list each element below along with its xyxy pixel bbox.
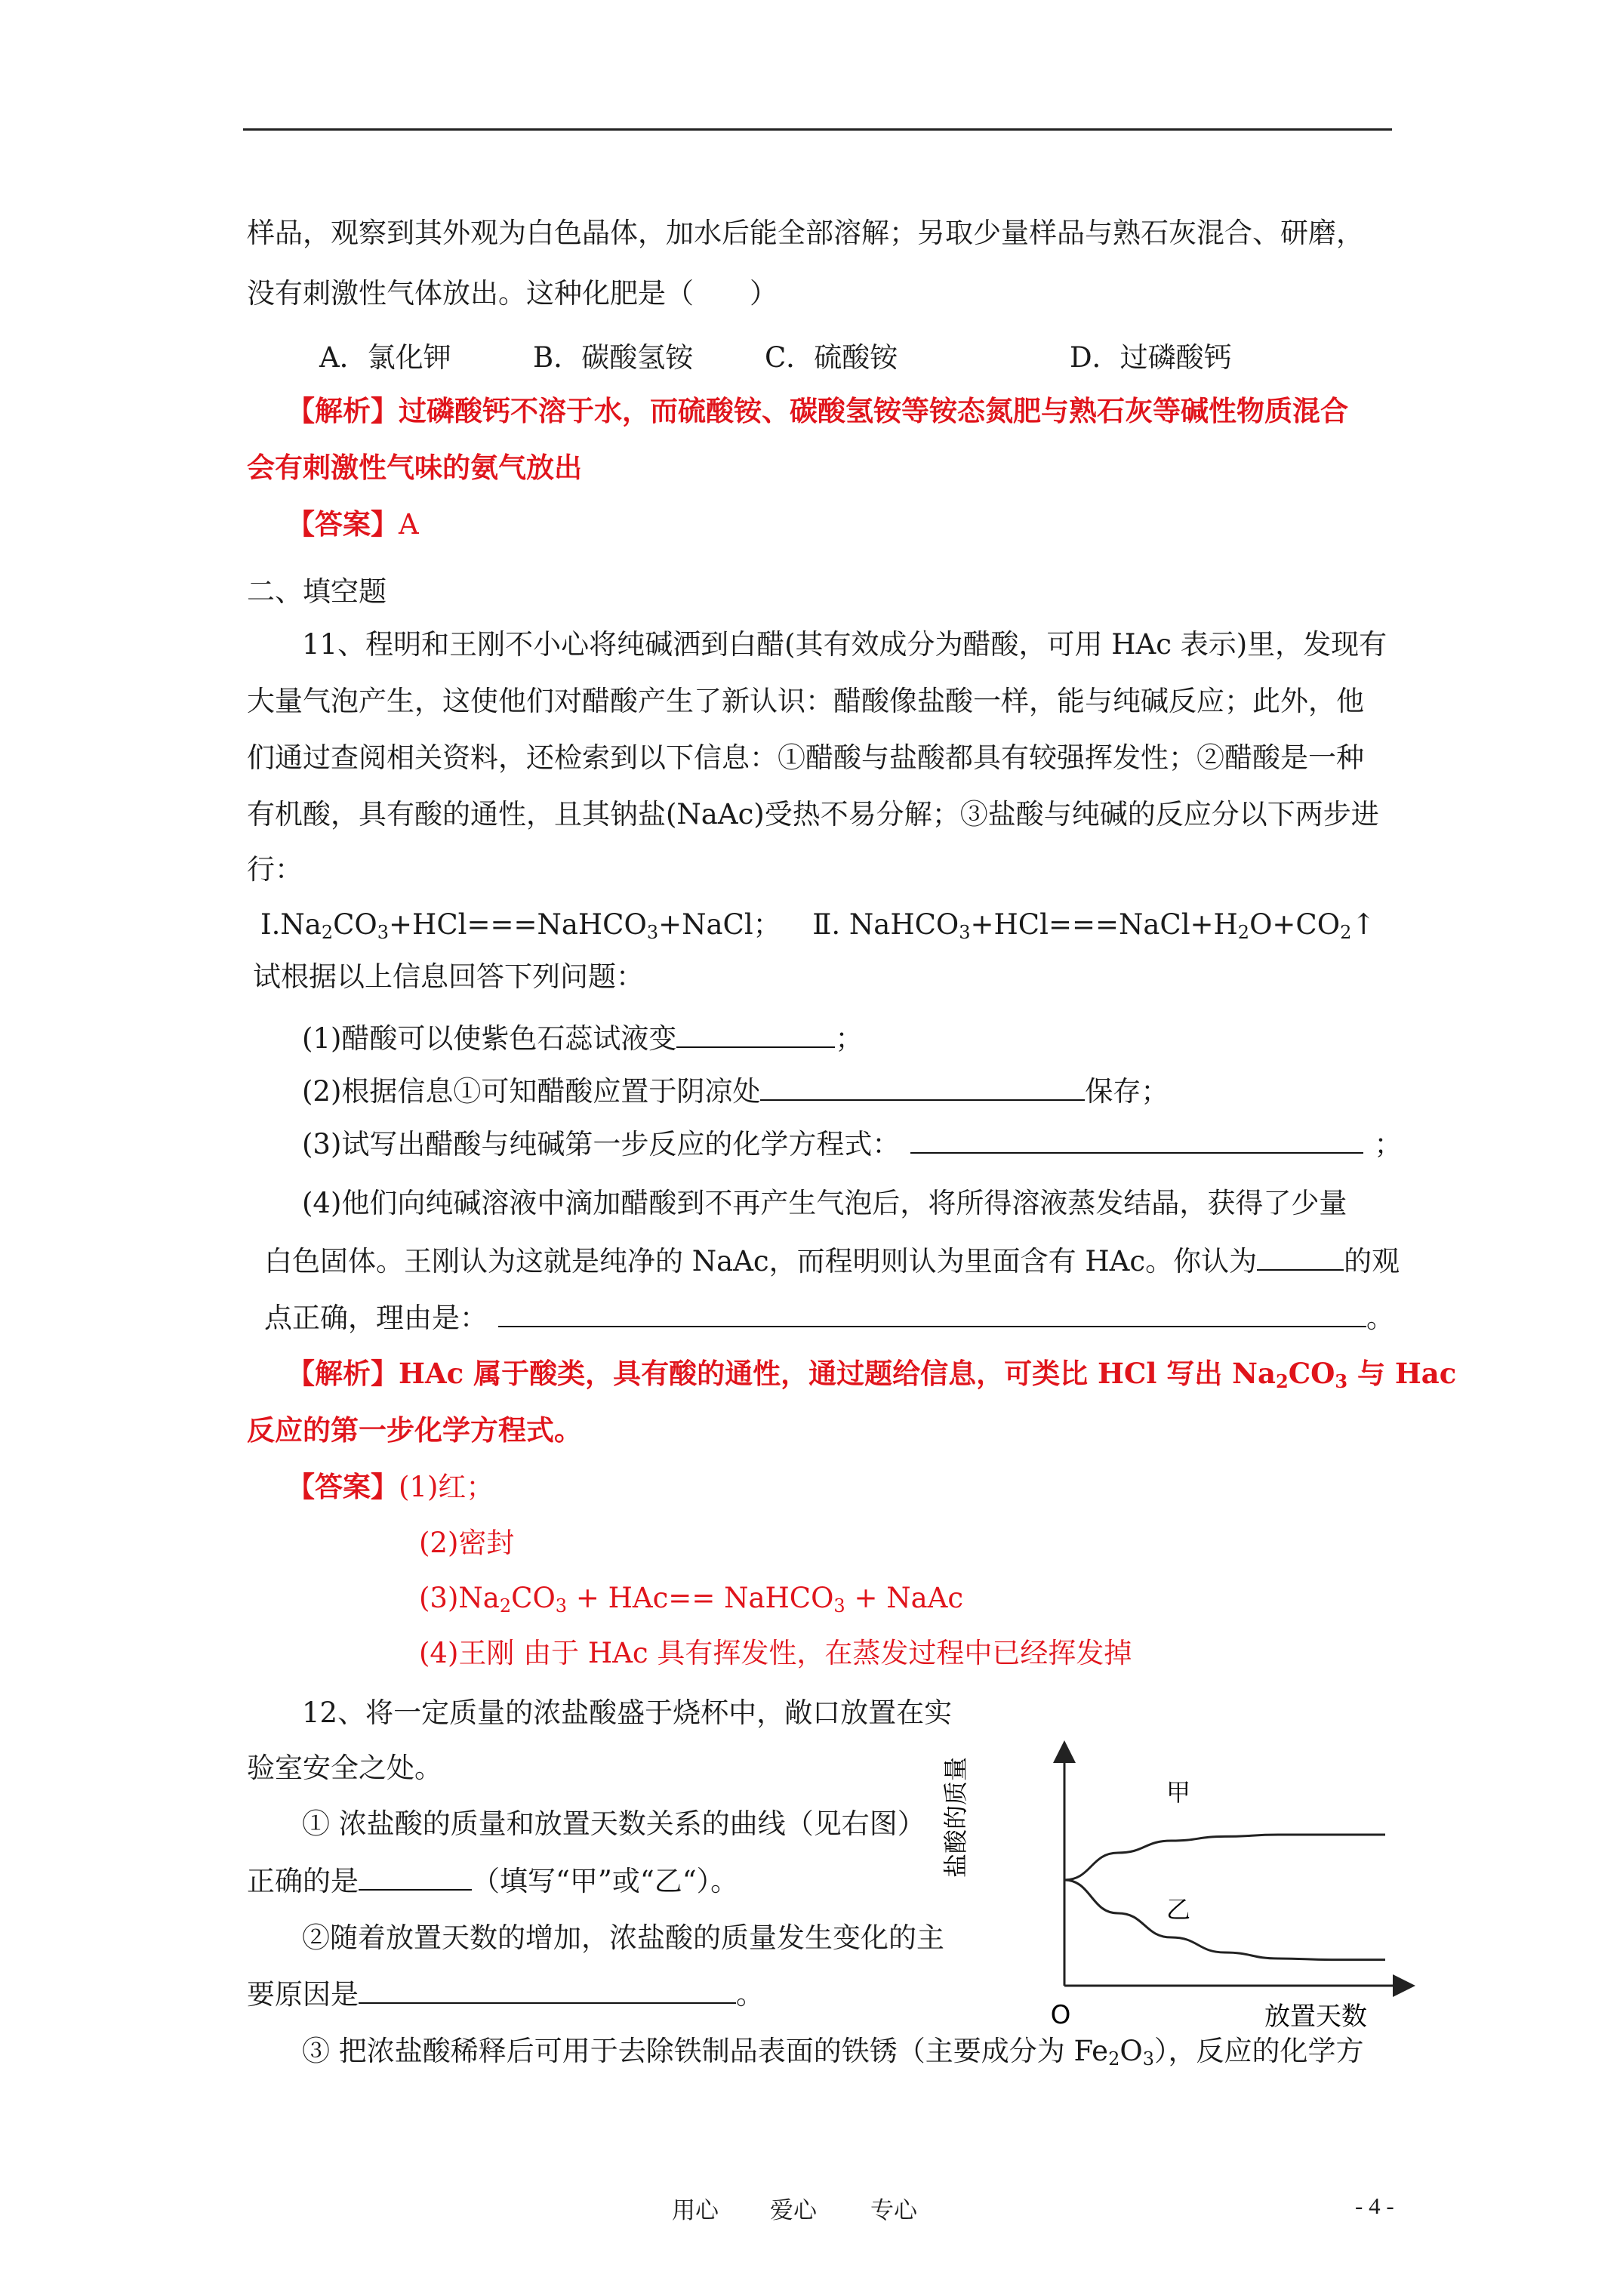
q12-sub3-line1	[302, 2033, 1363, 2069]
q10-line2: 没有刺激性气体放出。这种化肥是（ ）	[247, 277, 778, 310]
sub3-text-b: O	[1119, 2035, 1143, 2067]
curve-jia-label: 甲	[1166, 1778, 1191, 1807]
q10-analysis-line2: 会有刺激性气味的氨气放出	[247, 451, 582, 484]
q12-sub1-line1: ① 浓盐酸的质量和放置天数关系的曲线（见右图）	[302, 1808, 925, 1840]
sub1-text-end: （填写“甲”或“乙“）。	[472, 1865, 739, 1897]
q11-answer-3: $(3)Na_2CO_3 + HAc==$ NaHCO$_3$ + NaAc	[419, 1582, 964, 1616]
q11-answer-4: (4)王刚 由于 HAc 具有挥发性，在蒸发过程中已经挥发掉	[419, 1637, 1132, 1669]
q11-line1: 11、程明和王刚不小心将纯碱洒到白醋(其有效成分为醋酸，可用 HAc 表示)里，发现有	[302, 628, 1387, 661]
section-title: 二、填空题	[247, 575, 387, 608]
sub3-subscript: 2	[1108, 2048, 1120, 2069]
equation-1: $Ⅰ.Na_2CO_3+HCl===NaHCO_3+NaCl$；	[260, 908, 781, 943]
q10-option-a: A．氯化钾	[319, 341, 451, 374]
gas-arrow-icon: ↑	[1351, 908, 1376, 941]
sub4-text-end: 的观	[1344, 1245, 1400, 1277]
q11-equations	[260, 906, 1375, 943]
sub3-text-a: ③ 把浓盐酸稀释后可用于去除铁制品表面的铁锈（主要成分为 Fe	[302, 2035, 1109, 2067]
analysis-tag: 【解析】	[287, 394, 399, 427]
analysis-text: 过磷酸钙不溶于水，而硫酸铵、碳酸氢铵等铵态氮肥与熟石灰等碱性物质混合	[399, 394, 1348, 427]
q11-line2: 大量气泡产生，这使他们对醋酸产生了新认识：醋酸像盐酸一样，能与纯碱反应；此外，他	[247, 685, 1364, 717]
analysis-text: HAc 属于酸类，具有酸的通性，通过题给信息，可类比 HCl 写出 $Na_2CO_3$ 与 Hac	[399, 1357, 1457, 1392]
q11-sub3	[302, 1125, 1402, 1163]
sub3-end: ；	[1374, 1128, 1403, 1160]
sub3-text: (3)试写出醋酸与纯碱第一步反应的化学方程式：	[302, 1128, 901, 1160]
eq1-prefix: Ⅰ.	[260, 908, 281, 941]
q11-sub4-line1: (4)他们向纯碱溶液中滴加醋酸到不再产生气泡后，将所得溶液蒸发结晶，获得了少量	[302, 1187, 1347, 1219]
origin-label: O	[1050, 2000, 1071, 2030]
q12-line2: 验室安全之处。	[247, 1752, 442, 1784]
sub1-text: (1)醋酸可以使紫色石蕊试液变	[302, 1022, 677, 1055]
sub2-text: (2)根据信息①可知醋酸应置于阴凉处	[302, 1075, 761, 1108]
footer-word-1: 用心	[672, 2197, 719, 2224]
sub3-blank[interactable]	[910, 1125, 1363, 1154]
sub4-blank-person[interactable]	[1257, 1242, 1344, 1271]
q10-option-c: C．硫酸铵	[765, 341, 898, 374]
sub2-text: 要原因是	[247, 1978, 359, 2011]
q10-analysis	[287, 393, 1348, 430]
sub1-text: 正确的是	[247, 1865, 359, 1897]
q10-answer	[287, 506, 419, 543]
q11-answer-2: (2)密封	[419, 1527, 515, 1559]
sub4-reason-label: 点正确，理由是：	[264, 1302, 488, 1334]
q10-line1: 样品，观察到其外观为白色晶体，加水后能全部溶解；另取少量样品与熟石灰混合、研磨，	[247, 217, 1364, 249]
answer-1: (1)红；	[399, 1471, 494, 1503]
q11-sub4-line3	[264, 1299, 1394, 1336]
sub3-text-c: ），反应的化学方	[1153, 2035, 1364, 2067]
q11-line3: 们通过查阅相关资料，还检索到以下信息：①醋酸与盐酸都具有较强挥发性；②醋酸是一种	[247, 741, 1364, 774]
q11-prompt: 试根据以上信息回答下列问题：	[253, 960, 644, 993]
q11-analysis	[287, 1355, 1456, 1392]
sub2-text-end: 。	[736, 1978, 764, 2011]
sub1-blank[interactable]	[676, 1019, 835, 1048]
sub4-reason-end: 。	[1366, 1302, 1394, 1334]
sub4-blank-reason[interactable]	[498, 1299, 1366, 1327]
analysis-tag: 【解析】	[287, 1357, 399, 1390]
equation-2: Ⅱ. $NaHCO_3+HCl===NaCl+H_2O+CO_2↑$	[812, 908, 1376, 943]
y-axis-label: 盐酸的质量	[941, 1756, 970, 1878]
q11-sub2	[302, 1072, 1169, 1110]
q11-analysis-line2: 反应的第一步化学方程式。	[247, 1413, 582, 1447]
sub2-end: 保存；	[1085, 1075, 1169, 1108]
answer-value: A	[399, 508, 419, 541]
sub4-text: 白色固体。王刚认为这就是纯净的 NaAc，而程明则认为里面含有 HAc。你认为	[264, 1245, 1258, 1277]
x-axis-label: 放置天数	[1264, 2002, 1367, 2032]
q12-sub1-line2	[247, 1862, 738, 1900]
answer-tag: 【答案】	[287, 1470, 399, 1503]
answer-tag: 【答案】	[287, 507, 399, 541]
curve-yi-label: 乙	[1166, 1895, 1191, 1924]
q11-sub1	[302, 1019, 863, 1057]
sub3-subscript-2: 3	[1142, 2048, 1154, 2069]
footer-word-3: 专心	[870, 2197, 917, 2224]
eq2-prefix: Ⅱ.	[812, 908, 841, 941]
mass-vs-days-chart	[941, 1737, 1412, 2039]
q11-line5: 行：	[247, 853, 303, 886]
curve-yi	[1064, 1880, 1385, 1960]
footer-word-2: 爱心	[770, 2197, 817, 2224]
q10-option-b: B．碳酸氢铵	[533, 341, 694, 374]
curve-jia	[1064, 1835, 1385, 1880]
q11-line4: 有机酸，具有酸的通性，且其钠盐(NaAc)受热不易分解；③盐酸与纯碱的反应分以下两步进	[247, 798, 1379, 831]
q12-sub2-line2	[247, 1975, 764, 2013]
header-rule	[243, 128, 1392, 131]
q12-sub2-line1: ②随着放置天数的增加，浓盐酸的质量发生变化的主	[302, 1922, 944, 1954]
q12-line1: 12、将一定质量的浓盐酸盛于烧杯中，敞口放置在实	[302, 1697, 953, 1729]
page-number: - 4 -	[1355, 2193, 1394, 2219]
q11-answer-1	[287, 1469, 494, 1505]
q10-option-d: D．过磷酸钙	[1070, 341, 1232, 374]
q11-sub4-line2	[264, 1242, 1400, 1280]
q12-sub2-blank[interactable]	[359, 1975, 736, 2004]
q12-sub1-blank[interactable]	[359, 1862, 472, 1891]
sub1-end: ；	[835, 1022, 864, 1055]
sub2-blank[interactable]	[760, 1072, 1085, 1101]
